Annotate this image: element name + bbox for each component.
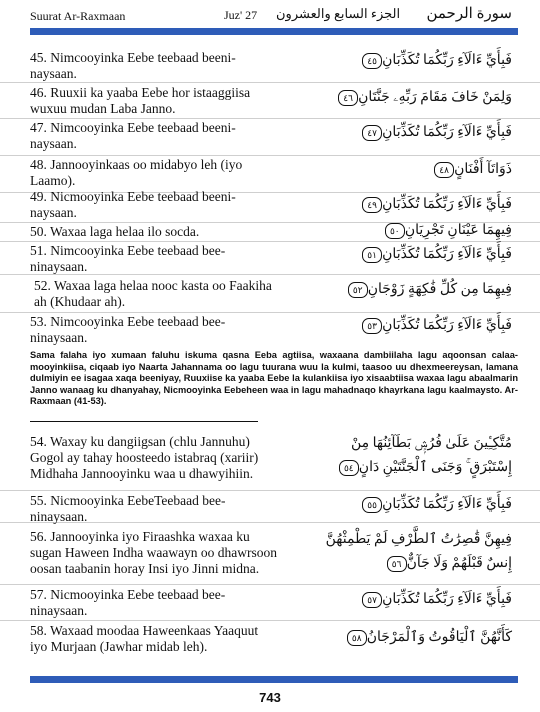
verse-arabic: فَبِأَيِّ ءَالَآءِ رَبِّكُمَا تُكَذِّبَانِ٥٧ (312, 588, 512, 612)
juz-arabic-title: الجزء السابع والعشرون (276, 6, 401, 21)
verse-number-marker: ٥٠ (385, 223, 405, 239)
surah-arabic-title: سورة الرحمن (426, 6, 512, 22)
verse-row (0, 82, 540, 119)
verse-row (0, 44, 540, 83)
verse-number-marker: ٥٦ (387, 556, 407, 572)
verse-arabic: وَلِمَنْ خَافَ مَقَامَ رَبِّهِۦ جَنَّتَانِ٤٦ (312, 86, 512, 110)
commentary-paragraph: Sama falaha iyo xumaan faluhu iskuma qasna Eeba agtiisa, waxaana dambiilaha lagu aqoonsan calaamooyinkiisa, ciqaab iyo Naarta Jahannama oo lagu tuurana wuu la kulmi, taasoo uu dhexmeereysan, lamana dulmiyin ee isagaa xaqa beeniyay, Ruuxiise ka yaaba Eebe la kulankiisa iyo xisaabtiisa waxaa lagu abaalmarin Janno wanaag ku dhanyahay, Nicmooyinka Eebeheen waa in lagu mahadnaqo khayrkana lagu kaalmaysto. Ar-Raxmaan (41-53). (30, 350, 518, 406)
verse-arabic: ذَوَاتَآ أَفْنَانٍ٤٨ (312, 158, 512, 182)
verse-translation: 47. Nimcooyinka Eebe teebaad beeninaysaan. (30, 120, 236, 151)
verse-arabic: فَبِأَيِّ ءَالَآءِ رَبِّكُمَا تُكَذِّبَانِ٥٣ (312, 314, 512, 338)
verse-translation: 52. Waxaa laga helaa nooc kasta oo Faakiha ah (Khudaar ah). (34, 278, 272, 309)
verse-translation: 56. Jannooyinka iyo Firaashka waxaa ku sugan Haween Indha waawayn oo dhawrsoon oosan taabanin horay Insi iyo Jinni midna. (30, 529, 278, 576)
verse-arabic: فِيهِمَا عَيْنَانِ تَجْرِيَانِ٥٠ (312, 219, 512, 243)
verse-arabic: كَأَنَّهُنَّ ٱلْيَاقُوتُ وَٱلْمَرْجَانُ٥٨ (312, 626, 512, 650)
verse-row (0, 241, 540, 275)
verse-arabic: فَبِأَيِّ ءَالَآءِ رَبِّكُمَا تُكَذِّبَانِ٥٥ (312, 493, 512, 517)
verse-row (0, 430, 540, 491)
verse-translation: 50. Waxaa laga helaa ilo socda. (30, 224, 200, 239)
verse-arabic: فِيهِنَّ قَٰصِرَٰتُ ٱلطَّرْفِ لَمْ يَطْمِثْهُنَّ إِنسٌ قَبْلَهُمْ وَلَا جَآنٌّ٥٦ (325, 532, 512, 571)
verse-row (0, 222, 540, 242)
verse-number-marker: ٤٧ (362, 125, 382, 141)
verse-arabic: فَبِأَيِّ ءَالَآءِ رَبِّكُمَا تُكَذِّبَانِ٤٧ (312, 121, 512, 145)
verse-number-marker: ٥٧ (362, 592, 382, 608)
verse-translation: 49. Nicmooyinka Eebe teebaad beeninaysaan. (30, 189, 236, 220)
verse-translation: 54. Waxay ku dangiigsan (chlu Jannuhu) Gogol ay tahay hoosteedo istabraq (xariir) Midhaha Jannooyinku waa u dhawyihiin. (30, 434, 259, 481)
verse-arabic: مُتَّكِـِٔينَ عَلَىٰ فُرُشٍۭ بَطَآئِنُهَا مِنْ إِسْتَبْرَقٍ ۚ وَجَنَى ٱلْجَنَّتَيْنِ دَانٍ٥٤ (307, 432, 512, 480)
verse-translation: 51. Nimcooyinka Eebe teebaad beeninaysaan. (30, 243, 226, 274)
verse-translation: 48. Jannooyinkaas oo midabyo leh (iyo Laamo). (30, 157, 243, 188)
verse-number-marker: ٥٤ (339, 460, 359, 476)
verse-number-marker: ٥٥ (362, 497, 382, 513)
verse-number-marker: ٤٥ (362, 53, 382, 69)
verse-number-marker: ٤٨ (434, 162, 454, 178)
verse-row (0, 620, 540, 672)
verse-translation: 46. Ruuxii ka yaaba Eebe hor istaaggiisa wuxuu mudan Laba Janno. (30, 85, 251, 116)
verse-number-marker: ٤٦ (338, 90, 358, 106)
bottom-rule-bar (30, 676, 518, 683)
verse-arabic: فَبِأَيِّ ءَالَآءِ رَبِّكُمَا تُكَذِّبَانِ٤٥ (312, 49, 512, 73)
verse-row (0, 490, 540, 523)
separator-line (30, 421, 258, 422)
verse-translation: 45. Nimcooyinka Eebe teebaad beeninaysaan. (30, 50, 236, 81)
verse-arabic: فِيهِمَا مِن كُلِّ فَٰكِهَةٍ زَوْجَانِ٥٢ (312, 278, 512, 302)
verse-translation: 58. Waxaad moodaa Haweenkaas Yaaquut iyo Murjaan (Jawhar midab leh). (30, 623, 259, 654)
surah-title: Suurat Ar-Raxmaan (30, 9, 126, 23)
verse-row (0, 274, 540, 313)
verse-translation: 53. Nimcooyinka Eebe teebaad beeninaysaan. (30, 314, 226, 345)
verse-number-marker: ٥٨ (347, 630, 367, 646)
page-number: 743 (259, 690, 281, 705)
verse-row (0, 118, 540, 156)
verse-row (0, 584, 540, 621)
verse-row (0, 522, 540, 585)
verse-row (0, 312, 540, 344)
verse-number-marker: ٥٣ (362, 318, 382, 334)
top-rule-bar (30, 28, 518, 35)
verse-row (0, 155, 540, 193)
juz-label: Juz' 27 (224, 8, 258, 22)
verse-translation: 55. Nicmooyinka EebeTeebaad beeninaysaan. (30, 493, 226, 524)
verse-number-marker: ٥١ (362, 247, 382, 263)
verse-number-marker: ٥٢ (348, 282, 368, 298)
verse-translation: 57. Nicmooyinka Eebe teebaad beeninaysaan. (30, 587, 226, 618)
verse-arabic: فَبِأَيِّ ءَالَآءِ رَبِّكُمَا تُكَذِّبَانِ٤٩ (312, 193, 512, 217)
verse-number-marker: ٤٩ (362, 197, 382, 213)
verse-arabic: فَبِأَيِّ ءَالَآءِ رَبِّكُمَا تُكَذِّبَانِ٥١ (312, 243, 512, 267)
